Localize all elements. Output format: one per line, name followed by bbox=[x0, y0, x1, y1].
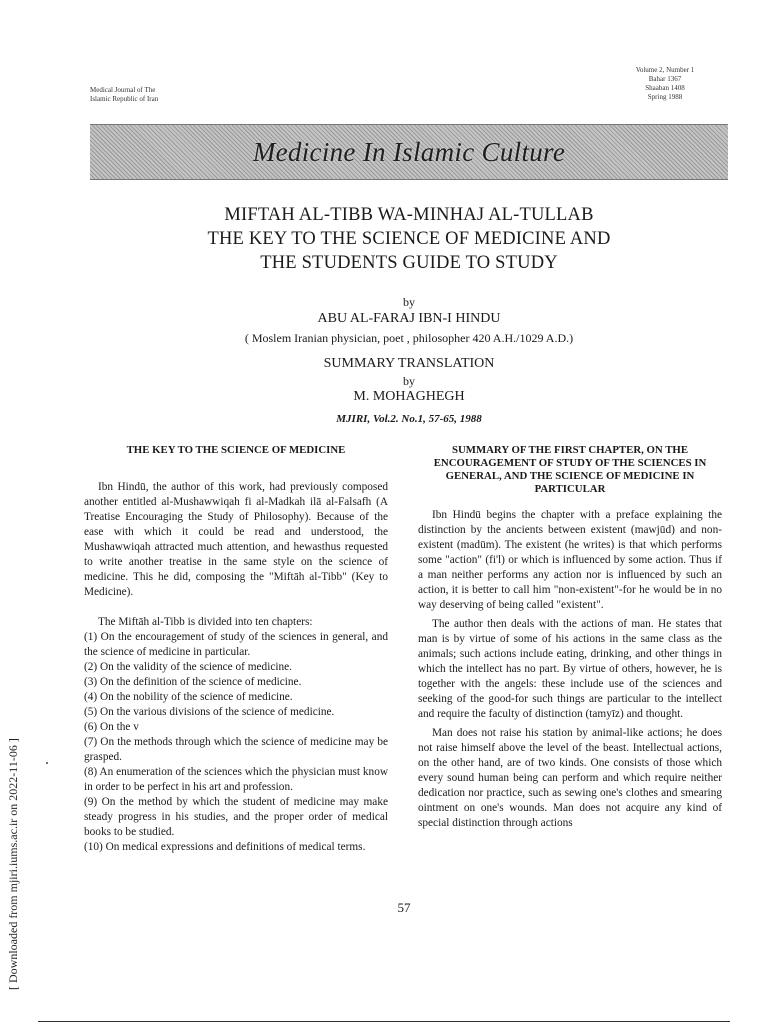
download-stamp: [ Downloaded from mjiri.iums.ac.ir on 2022-11-06 ] bbox=[6, 738, 20, 990]
article-title bbox=[90, 203, 728, 275]
issue-volume: Volume 2, Number 1 bbox=[635, 66, 695, 74]
title-line1: MIFTAH AL-TIBB WA-MINHAJ AL-TULLAB bbox=[224, 205, 594, 225]
translation-label: SUMMARY TRANSLATION bbox=[323, 356, 495, 371]
summary-paragraph-1: Ibn Hindū begins the chapter with a preface explaining the distinction by the ancients between existent (mawjūd) and non-existent (madūm). The existent (he writes) is that which performs some "action" (fi'l) or which is influenced by some action. Thus if a man neither performs any action nor is influenced by such an action, it is better to call him "non-existent"-for he would be in no way deserving of being called "existent". bbox=[418, 509, 722, 611]
chapter-item: (6) On the v bbox=[84, 721, 139, 733]
chapter-item: (9) On the method by which the student of medicine may make steady progress in his studies, and the proper order of medical books to be studied. bbox=[84, 796, 388, 838]
by-label-1: by bbox=[403, 295, 415, 309]
chapter-item: (7) On the methods through which the science of medicine may be grasped. bbox=[84, 736, 388, 763]
right-section-heading: SUMMARY OF THE FIRST CHAPTER, ON THE ENCOURAGEMENT OF STUDY OF THE SCIENCES IN GENERAL, AND THE SCIENCE OF MEDICINE IN PARTICULAR bbox=[433, 444, 707, 495]
translator-name: M. MOHAGHEGH bbox=[353, 389, 465, 404]
author-description: ( Moslem Iranian physician, poet , philosopher 420 A.H./1029 A.D.) bbox=[244, 331, 574, 345]
issue-info bbox=[600, 66, 730, 102]
title-line3: THE STUDENTS GUIDE TO STUDY bbox=[260, 253, 558, 273]
chapters-intro: The Miftāh al-Tibb is divided into ten chapters: bbox=[98, 616, 313, 628]
chapter-list bbox=[84, 630, 388, 855]
issue-shaaban: Shaaban 1408 bbox=[645, 84, 685, 92]
footer-rule bbox=[38, 1021, 730, 1022]
chapter-item: (2) On the validity of the science of medicine. bbox=[84, 661, 292, 673]
right-column bbox=[418, 444, 722, 831]
chapter-item: (10) On medical expressions and definitions of medical terms. bbox=[84, 841, 366, 853]
page-number: 57 bbox=[397, 900, 411, 915]
intro-paragraph: Ibn Hindū, the author of this work, had previously composed another entitled al-Mushawwiqah fi al-Madkah ilā al-Falsafh (A Treatise Encouraging the Study of Philosophy). Because of the ease with which it could be read and understood, the Mushawwiqah attracted much attention, and hewasthus requested to write another treatise in the same style on the science of medicine. This he did, composing the "Miftāh al-Tibb" (Key to Medicine). bbox=[84, 481, 388, 598]
chapter-item: (3) On the definition of the science of medicine. bbox=[84, 676, 302, 688]
title-line2: THE KEY TO THE SCIENCE OF MEDICINE AND bbox=[207, 229, 611, 249]
issue-spring: Spring 1988 bbox=[647, 93, 683, 101]
journal-name bbox=[90, 86, 158, 104]
citation: MJIRI, Vol.2. No.1, 57-65, 1988 bbox=[336, 413, 482, 425]
by-label-2: by bbox=[403, 374, 415, 388]
author-name: ABU AL-FARAJ IBN-I HINDU bbox=[317, 311, 501, 326]
summary-paragraph-2: The author then deals with the actions of man. He states that man is by virtue of some of his actions in the same class as the animals; such actions include eating, drinking, and other things in which the intellect has no part. By virtue of others, however, he is together with the angels: these include use of the sciences and seeking of the good-for such things are particular to the intellect and require the faculty of distinction (tamyīz) and thought. bbox=[418, 618, 722, 720]
speck-mark bbox=[46, 762, 48, 764]
chapter-item: (5) On the various divisions of the science of medicine. bbox=[84, 706, 335, 718]
journal-name-line2: Islamic Republic of Iran bbox=[90, 95, 159, 103]
section-banner bbox=[90, 124, 728, 180]
journal-name-line1: Medical Journal of The bbox=[90, 86, 156, 94]
issue-bahar: Bahar 1367 bbox=[648, 75, 682, 83]
summary-paragraph-3: Man does not raise his station by animal-like actions; he does not raise himself above the level of the beast. Intellectual actions, on the other hand, are of two kinds. One consists of those which every sound human being can perform and which require neither dedication nor practice, such as sewing one's clothes and smearing ointment on one's wounds. Man does not acquire any kind of special distinction through actions bbox=[418, 727, 722, 829]
chapter-item: (4) On the nobility of the science of medicine. bbox=[84, 691, 293, 703]
chapter-item: (8) An enumeration of the sciences which the physician must know in order to be perfect in his art and profession. bbox=[84, 766, 388, 793]
left-column bbox=[84, 444, 388, 855]
chapter-item: (1) On the encouragement of study of the sciences in general, and the science of medicine in particular. bbox=[84, 631, 388, 658]
left-section-heading: THE KEY TO THE SCIENCE OF MEDICINE bbox=[126, 444, 346, 456]
banner-title: Medicine In Islamic Culture bbox=[252, 136, 566, 167]
